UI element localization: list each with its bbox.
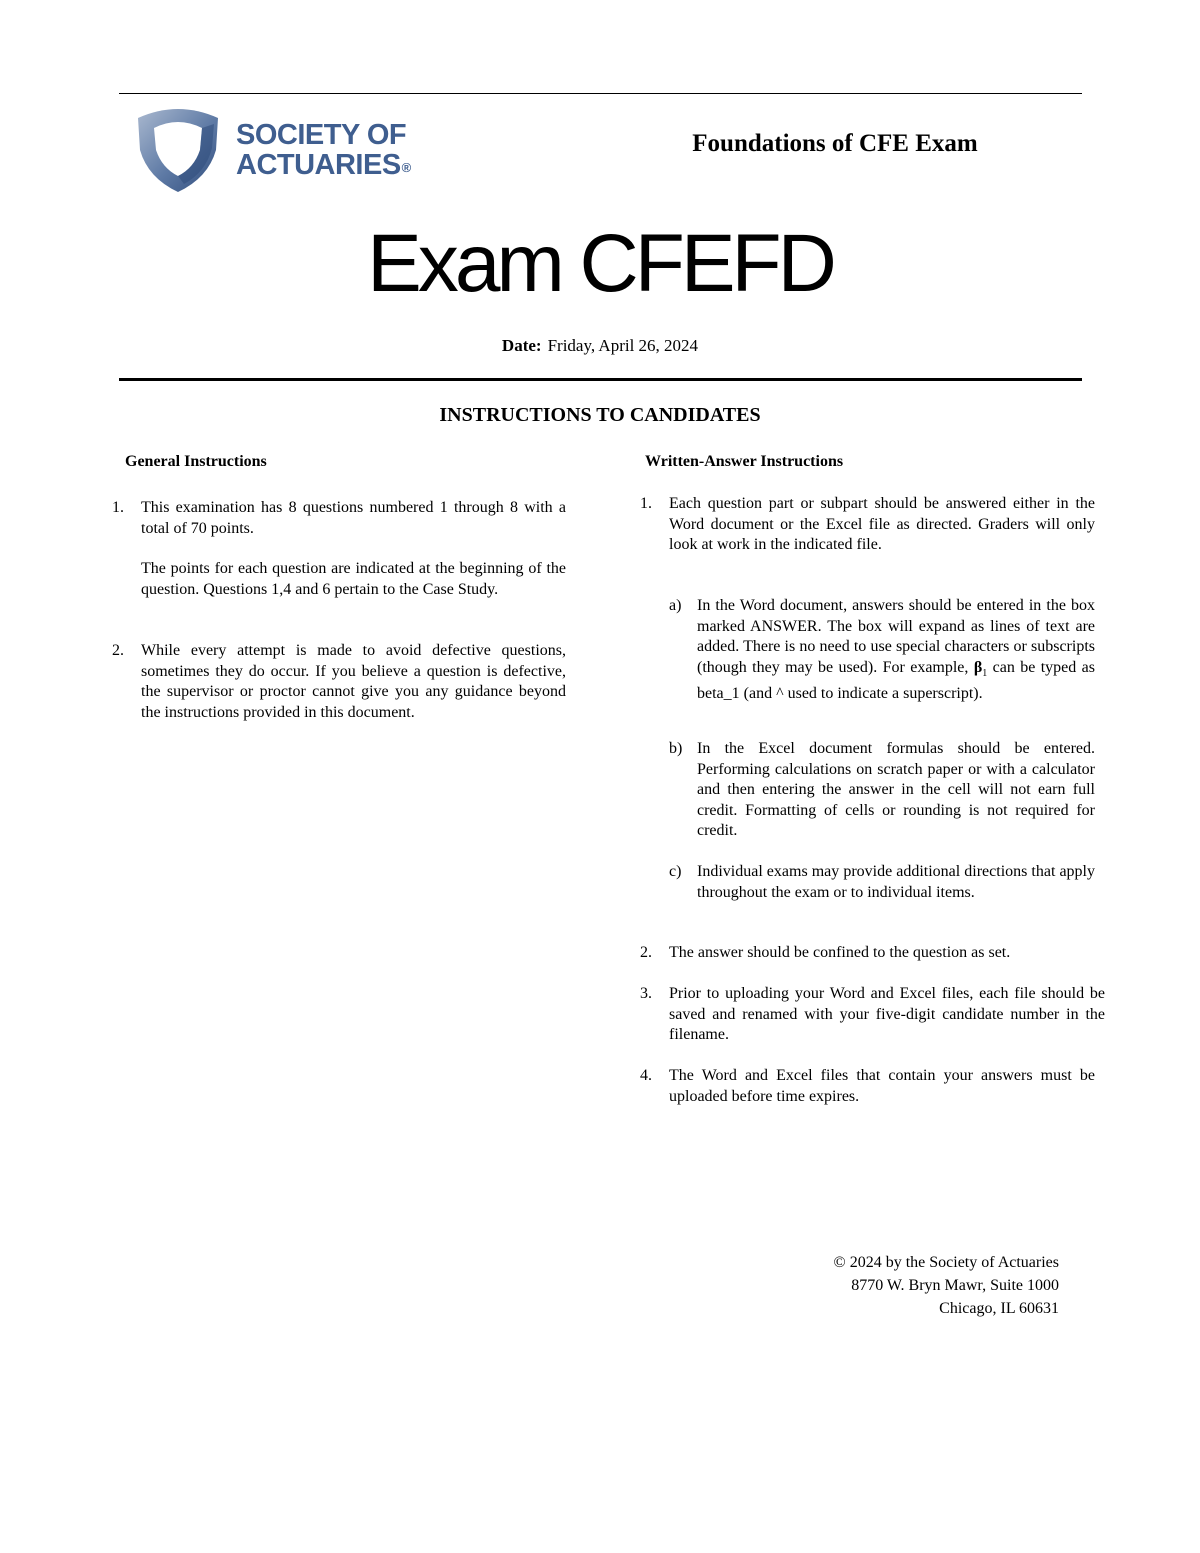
written-subitem-c: [669, 862, 1095, 903]
date-value: Friday, April 26, 2024: [547, 336, 699, 355]
item-paragraph: The points for each question are indicated at the beginning of the question. Questions 1,4 and 6 pertain to the Case Study.: [141, 560, 566, 598]
beta-subscript: 1: [982, 667, 988, 679]
copyright-line: © 2024 by the Society of Actuaries: [833, 1254, 1059, 1271]
written-subitem-a: [669, 596, 1095, 705]
beta-symbol: [973, 658, 988, 679]
written-answer-heading: Written-Answer Instructions: [645, 453, 844, 470]
logo-line-1: SOCIETY OF: [236, 119, 407, 151]
subitem-text: In the Excel document formulas should be entered. Performing calculations on scratch paper or with a calculator and then entering the answer in the cell will not earn full credit. Formatting of cells or rounding is not required for credit.: [697, 740, 1095, 839]
written-item-3: [640, 984, 1105, 1046]
subitem-text-part: can be typed as beta_1 (and ^ used to indicate a superscript).: [697, 658, 1096, 703]
item-number: 2.: [112, 642, 124, 659]
logo-line-2: ACTUARIES: [236, 149, 401, 181]
item-text: Each question part or subpart should be answered either in the Word document or the Excel file as directed. Graders will only look at work in the indicated file.: [669, 495, 1095, 553]
city-line: Chicago, IL 60631: [939, 1300, 1059, 1317]
item-text: The answer should be confined to the question as set.: [669, 944, 1011, 961]
registered-mark: ®: [401, 160, 411, 175]
item-number: 1.: [640, 495, 652, 512]
general-item-1: [112, 498, 566, 600]
general-item-2: [112, 641, 566, 723]
exam-series-title: Foundations of CFE Exam: [692, 130, 978, 157]
shield-icon: [132, 104, 224, 196]
soa-logo: [132, 104, 432, 196]
item-number: 3.: [640, 985, 652, 1002]
written-item-2: [640, 943, 1105, 964]
item-text: The Word and Excel files that contain your answers must be uploaded before time expires.: [669, 1067, 1095, 1105]
item-number: 4.: [640, 1067, 652, 1084]
soa-logo-text: [236, 120, 411, 183]
date-label: Date:: [501, 336, 542, 355]
written-item-4: [640, 1066, 1095, 1107]
subitem-letter: a): [669, 597, 682, 614]
subitem-text-part: In the Word document, answers should be entered in the box marked ANSWER. The box will expand as lines of text are added. There is no need to use special characters or subscripts (though they may be used). For example,: [697, 597, 1095, 676]
beta-letter: β: [973, 658, 983, 676]
item-number: 1.: [112, 499, 124, 516]
top-rule: [119, 93, 1082, 94]
address-line: 8770 W. Bryn Mawr, Suite 1000: [851, 1277, 1059, 1294]
item-paragraph: While every attempt is made to avoid defective questions, sometimes they do occur. If you believe a question is defective, the supervisor or proctor cannot give you any guidance beyond the instructions provided in this document.: [141, 642, 566, 721]
written-subitem-b: [669, 739, 1095, 842]
general-instructions-heading: General Instructions: [125, 453, 267, 470]
general-instructions: [112, 452, 566, 721]
item-paragraph: This examination has 8 questions numbered 1 through 8 with a total of 70 points.: [141, 499, 566, 537]
exam-date: [0, 336, 1200, 356]
written-answer-instructions: [640, 452, 1105, 1105]
written-item-1: [640, 494, 1095, 556]
item-number: 2.: [640, 944, 652, 961]
instructions-heading: INSTRUCTIONS TO CANDIDATES: [439, 404, 761, 426]
subitem-letter: c): [669, 863, 682, 880]
subitem-text: Individual exams may provide additional directions that apply throughout the exam or to individual items.: [697, 863, 1095, 901]
exam-code-title: Exam CFEFD: [367, 218, 833, 309]
item-text: Prior to uploading your Word and Excel files, each file should be saved and renamed with your five-digit candidate number in the filename.: [669, 985, 1105, 1043]
copyright-footer: [834, 1251, 1059, 1320]
subitem-letter: b): [669, 740, 683, 757]
section-rule: [119, 378, 1082, 381]
subitem-text: [697, 596, 1095, 705]
